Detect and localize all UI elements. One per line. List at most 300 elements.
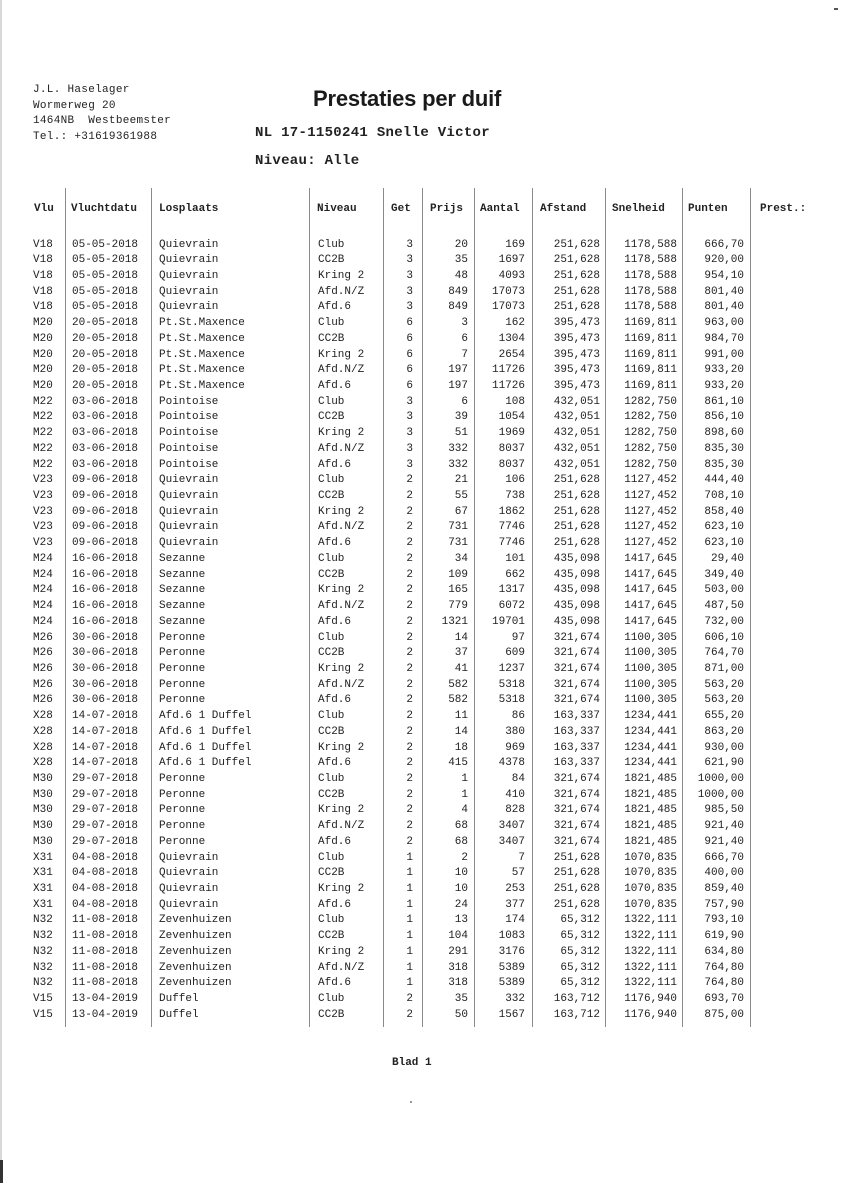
cell-speed: 1169,811 xyxy=(624,379,677,392)
cell-entered: 3 xyxy=(406,301,413,314)
cell-release-site: Duffel xyxy=(159,1008,199,1021)
cell-entered: 2 xyxy=(406,490,413,503)
cell-release-site: Quievrain xyxy=(159,285,219,298)
cell-flight-date: 03-06-2018 xyxy=(72,427,139,440)
cell-participants: 101 xyxy=(505,552,525,565)
cell-entered: 3 xyxy=(406,395,413,408)
cell-level: Club xyxy=(318,993,345,1006)
cell-entered: 6 xyxy=(406,332,413,345)
table-row xyxy=(0,772,850,788)
cell-flight-code: V15 xyxy=(33,1008,53,1021)
cell-flight-date: 05-05-2018 xyxy=(72,301,139,314)
cell-speed: 1821,485 xyxy=(624,788,677,801)
cell-points: 621,90 xyxy=(704,757,744,770)
cell-participants: 17073 xyxy=(491,301,525,314)
cell-speed: 1176,940 xyxy=(624,1008,677,1021)
cell-participants: 5389 xyxy=(498,977,525,990)
cell-level: Kring 2 xyxy=(318,883,365,896)
cell-release-site: Pt.St.Maxence xyxy=(159,364,245,377)
cell-distance: 251,628 xyxy=(553,254,600,267)
cell-entered: 2 xyxy=(406,710,413,723)
cell-release-site: Quievrain xyxy=(159,474,219,487)
cell-level: CC2B xyxy=(318,930,345,943)
cell-flight-code: X31 xyxy=(33,898,53,911)
table-row xyxy=(0,1008,850,1024)
cell-entered: 2 xyxy=(406,741,413,754)
cell-entered: 3 xyxy=(406,238,413,251)
cell-participants: 377 xyxy=(505,898,525,911)
cell-level: Kring 2 xyxy=(318,584,365,597)
table-row xyxy=(0,756,850,772)
cell-points: 898,60 xyxy=(704,427,744,440)
cell-flight-code: M24 xyxy=(33,615,53,628)
cell-points: 1000,00 xyxy=(697,788,744,801)
cell-level: Afd.N/Z xyxy=(318,961,365,974)
cell-flight-code: N32 xyxy=(33,961,53,974)
cell-level: Afd.6 xyxy=(318,615,352,628)
table-row xyxy=(0,505,850,521)
cell-points: 764,80 xyxy=(704,977,744,990)
cell-entered: 3 xyxy=(406,442,413,455)
cell-entered: 2 xyxy=(406,678,413,691)
column-header-speed: Snelheid xyxy=(612,203,665,215)
table-row xyxy=(0,898,850,914)
cell-prize: 779 xyxy=(448,600,468,613)
cell-participants: 253 xyxy=(505,883,525,896)
cell-prize: 10 xyxy=(454,883,468,896)
cell-points: 835,30 xyxy=(704,458,744,471)
cell-flight-code: X28 xyxy=(33,725,53,738)
cell-level: Kring 2 xyxy=(318,804,365,817)
cell-participants: 2654 xyxy=(498,348,525,361)
cell-speed: 1322,111 xyxy=(624,961,677,974)
cell-prize: 197 xyxy=(448,364,468,377)
cell-prize: 582 xyxy=(448,678,468,691)
cell-participants: 1697 xyxy=(498,254,525,267)
cell-points: 693,70 xyxy=(704,993,744,1006)
cell-distance: 251,628 xyxy=(553,521,600,534)
column-header-level: Niveau xyxy=(317,203,357,215)
cell-participants: 6072 xyxy=(498,600,525,613)
cell-speed: 1100,305 xyxy=(624,647,677,660)
table-row xyxy=(0,348,850,364)
cell-entered: 1 xyxy=(406,867,413,880)
table-row xyxy=(0,426,850,442)
cell-flight-date: 16-06-2018 xyxy=(72,552,139,565)
table-row xyxy=(0,552,850,568)
cell-distance: 251,628 xyxy=(553,490,600,503)
table-row xyxy=(0,363,850,379)
cell-prize: 68 xyxy=(454,820,468,833)
cell-level: Afd.N/Z xyxy=(318,521,365,534)
cell-points: 875,00 xyxy=(704,1008,744,1021)
cell-flight-code: V23 xyxy=(33,505,53,518)
cell-distance: 163,337 xyxy=(553,710,600,723)
cell-speed: 1178,588 xyxy=(624,285,677,298)
cell-participants: 4093 xyxy=(498,269,525,282)
cell-release-site: Sezanne xyxy=(159,584,206,597)
cell-flight-date: 14-07-2018 xyxy=(72,725,139,738)
cell-release-site: Afd.6 1 Duffel xyxy=(159,757,252,770)
cell-prize: 67 xyxy=(454,505,468,518)
cell-level: Club xyxy=(318,474,345,487)
cell-release-site: Peronne xyxy=(159,631,206,644)
cell-speed: 1821,485 xyxy=(624,820,677,833)
table-row xyxy=(0,520,850,536)
cell-level: Club xyxy=(318,631,345,644)
cell-participants: 1237 xyxy=(498,662,525,675)
cell-level: Afd.N/Z xyxy=(318,364,365,377)
cell-level: Club xyxy=(318,710,345,723)
cell-release-site: Zevenhuizen xyxy=(159,914,232,927)
column-header-prize: Prijs xyxy=(430,203,464,215)
cell-release-site: Pointoise xyxy=(159,458,219,471)
cell-entered: 2 xyxy=(406,725,413,738)
cell-entered: 2 xyxy=(406,757,413,770)
table-row xyxy=(0,788,850,804)
cell-flight-code: N32 xyxy=(33,977,53,990)
cell-participants: 1969 xyxy=(498,427,525,440)
cell-distance: 251,628 xyxy=(553,269,600,282)
cell-points: 563,20 xyxy=(704,694,744,707)
cell-points: 655,20 xyxy=(704,710,744,723)
cell-participants: 609 xyxy=(505,647,525,660)
cell-distance: 251,628 xyxy=(553,285,600,298)
cell-points: 859,40 xyxy=(704,883,744,896)
cell-points: 764,80 xyxy=(704,961,744,974)
cell-level: Afd.6 xyxy=(318,694,352,707)
cell-flight-code: M30 xyxy=(33,835,53,848)
cell-speed: 1322,111 xyxy=(624,945,677,958)
cell-speed: 1821,485 xyxy=(624,835,677,848)
cell-prize: 849 xyxy=(448,285,468,298)
cell-flight-date: 30-06-2018 xyxy=(72,631,139,644)
cell-release-site: Pointoise xyxy=(159,411,219,424)
cell-level: Club xyxy=(318,851,345,864)
column-header-points: Punten xyxy=(688,203,728,215)
cell-prize: 14 xyxy=(454,725,468,738)
cell-points: 801,40 xyxy=(704,301,744,314)
cell-flight-code: X28 xyxy=(33,741,53,754)
cell-distance: 163,712 xyxy=(553,993,600,1006)
cell-level: Afd.N/Z xyxy=(318,285,365,298)
cell-prize: 50 xyxy=(454,1008,468,1021)
cell-speed: 1070,835 xyxy=(624,851,677,864)
cell-release-site: Quievrain xyxy=(159,269,219,282)
cell-entered: 2 xyxy=(406,521,413,534)
cell-flight-code: V23 xyxy=(33,521,53,534)
table-row xyxy=(0,678,850,694)
cell-prize: 3 xyxy=(461,317,468,330)
cell-entered: 2 xyxy=(406,694,413,707)
table-row xyxy=(0,835,850,851)
cell-participants: 380 xyxy=(505,725,525,738)
cell-flight-date: 30-06-2018 xyxy=(72,694,139,707)
owner-address xyxy=(33,83,171,145)
cell-flight-date: 11-08-2018 xyxy=(72,914,139,927)
cell-flight-date: 29-07-2018 xyxy=(72,772,139,785)
cell-distance: 432,051 xyxy=(553,395,600,408)
cell-distance: 395,473 xyxy=(553,317,600,330)
cell-participants: 3407 xyxy=(498,820,525,833)
cell-level: CC2B xyxy=(318,867,345,880)
table-row xyxy=(0,238,850,254)
cell-release-site: Peronne xyxy=(159,662,206,675)
cell-speed: 1127,452 xyxy=(624,537,677,550)
cell-distance: 163,337 xyxy=(553,741,600,754)
cell-flight-code: V23 xyxy=(33,490,53,503)
cell-entered: 2 xyxy=(406,552,413,565)
level-filter: Niveau: Alle xyxy=(255,153,360,169)
cell-entered: 2 xyxy=(406,772,413,785)
cell-entered: 1 xyxy=(406,883,413,896)
cell-prize: 731 xyxy=(448,537,468,550)
cell-release-site: Peronne xyxy=(159,678,206,691)
cell-flight-code: V23 xyxy=(33,537,53,550)
cell-flight-date: 14-07-2018 xyxy=(72,757,139,770)
cell-speed: 1178,588 xyxy=(624,301,677,314)
table-row xyxy=(0,913,850,929)
cell-flight-code: X31 xyxy=(33,883,53,896)
cell-level: Kring 2 xyxy=(318,741,365,754)
cell-entered: 2 xyxy=(406,474,413,487)
cell-distance: 251,628 xyxy=(553,301,600,314)
cell-entered: 1 xyxy=(406,930,413,943)
cell-flight-code: M24 xyxy=(33,568,53,581)
cell-distance: 251,628 xyxy=(553,474,600,487)
cell-distance: 432,051 xyxy=(553,442,600,455)
cell-distance: 321,674 xyxy=(553,662,600,675)
cell-prize: 7 xyxy=(461,348,468,361)
cell-release-site: Pt.St.Maxence xyxy=(159,379,245,392)
cell-participants: 332 xyxy=(505,993,525,1006)
cell-prize: 1 xyxy=(461,788,468,801)
cell-release-site: Pt.St.Maxence xyxy=(159,332,245,345)
cell-speed: 1417,645 xyxy=(624,568,677,581)
cell-prize: 849 xyxy=(448,301,468,314)
cell-level: CC2B xyxy=(318,1008,345,1021)
cell-level: CC2B xyxy=(318,568,345,581)
cell-flight-date: 30-06-2018 xyxy=(72,678,139,691)
cell-release-site: Quievrain xyxy=(159,238,219,251)
cell-flight-date: 03-06-2018 xyxy=(72,411,139,424)
cell-participants: 7746 xyxy=(498,537,525,550)
cell-points: 708,10 xyxy=(704,490,744,503)
cell-distance: 435,098 xyxy=(553,568,600,581)
cell-release-site: Quievrain xyxy=(159,851,219,864)
cell-prize: 34 xyxy=(454,552,468,565)
cell-participants: 410 xyxy=(505,788,525,801)
cell-flight-date: 14-07-2018 xyxy=(72,710,139,723)
table-row xyxy=(0,725,850,741)
cell-speed: 1169,811 xyxy=(624,364,677,377)
cell-distance: 321,674 xyxy=(553,804,600,817)
cell-points: 985,50 xyxy=(704,804,744,817)
cell-speed: 1169,811 xyxy=(624,348,677,361)
cell-speed: 1322,111 xyxy=(624,914,677,927)
table-row xyxy=(0,819,850,835)
cell-flight-code: M30 xyxy=(33,820,53,833)
table-row xyxy=(0,442,850,458)
cell-points: 933,20 xyxy=(704,364,744,377)
column-header-release-site: Losplaats xyxy=(159,203,219,215)
cell-prize: 109 xyxy=(448,568,468,581)
cell-level: CC2B xyxy=(318,254,345,267)
cell-entered: 2 xyxy=(406,662,413,675)
cell-flight-code: M20 xyxy=(33,332,53,345)
cell-level: Afd.6 xyxy=(318,835,352,848)
cell-flight-date: 04-08-2018 xyxy=(72,867,139,880)
column-header-flight-date: Vluchtdatu xyxy=(71,203,138,215)
owner-phone: Tel.: +31619361988 xyxy=(33,130,158,143)
cell-points: 764,70 xyxy=(704,647,744,660)
cell-entered: 1 xyxy=(406,851,413,864)
cell-speed: 1100,305 xyxy=(624,678,677,691)
cell-participants: 162 xyxy=(505,317,525,330)
cell-points: 634,80 xyxy=(704,945,744,958)
cell-speed: 1127,452 xyxy=(624,521,677,534)
cell-flight-date: 29-07-2018 xyxy=(72,835,139,848)
cell-points: 863,20 xyxy=(704,725,744,738)
cell-speed: 1234,441 xyxy=(624,725,677,738)
cell-release-site: Zevenhuizen xyxy=(159,977,232,990)
cell-entered: 2 xyxy=(406,600,413,613)
cell-flight-date: 29-07-2018 xyxy=(72,804,139,817)
column-header-distance: Afstand xyxy=(540,203,587,215)
cell-speed: 1127,452 xyxy=(624,505,677,518)
owner-name: J.L. Haselager xyxy=(33,84,130,96)
table-row xyxy=(0,646,850,662)
cell-participants: 7746 xyxy=(498,521,525,534)
cell-prize: 10 xyxy=(454,867,468,880)
cell-level: Kring 2 xyxy=(318,269,365,282)
cell-level: Afd.6 xyxy=(318,301,352,314)
cell-entered: 2 xyxy=(406,820,413,833)
cell-flight-date: 05-05-2018 xyxy=(72,269,139,282)
cell-participants: 108 xyxy=(505,395,525,408)
cell-flight-date: 29-07-2018 xyxy=(72,788,139,801)
cell-distance: 251,628 xyxy=(553,898,600,911)
cell-release-site: Quievrain xyxy=(159,490,219,503)
cell-participants: 5389 xyxy=(498,961,525,974)
cell-flight-code: M26 xyxy=(33,647,53,660)
cell-speed: 1282,750 xyxy=(624,458,677,471)
cell-prize: 291 xyxy=(448,945,468,958)
cell-flight-code: V15 xyxy=(33,993,53,1006)
cell-distance: 435,098 xyxy=(553,615,600,628)
table-row xyxy=(0,395,850,411)
table-row xyxy=(0,866,850,882)
cell-points: 954,10 xyxy=(704,269,744,282)
cell-points: 623,10 xyxy=(704,537,744,550)
cell-level: Kring 2 xyxy=(318,945,365,958)
cell-distance: 321,674 xyxy=(553,694,600,707)
table-row xyxy=(0,631,850,647)
cell-points: 920,00 xyxy=(704,254,744,267)
cell-speed: 1282,750 xyxy=(624,427,677,440)
cell-flight-code: M24 xyxy=(33,600,53,613)
cell-participants: 11726 xyxy=(491,364,525,377)
table-row xyxy=(0,253,850,269)
table-row xyxy=(0,489,850,505)
cell-distance: 251,628 xyxy=(553,505,600,518)
cell-flight-code: V18 xyxy=(33,254,53,267)
cell-participants: 738 xyxy=(505,490,525,503)
cell-distance: 251,628 xyxy=(553,851,600,864)
cell-release-site: Pt.St.Maxence xyxy=(159,317,245,330)
cell-prize: 6 xyxy=(461,395,468,408)
cell-points: 732,00 xyxy=(704,615,744,628)
cell-speed: 1100,305 xyxy=(624,631,677,644)
cell-flight-date: 20-05-2018 xyxy=(72,379,139,392)
cell-level: Kring 2 xyxy=(318,662,365,675)
cell-flight-date: 05-05-2018 xyxy=(72,254,139,267)
cell-flight-code: X28 xyxy=(33,710,53,723)
cell-distance: 251,628 xyxy=(553,537,600,550)
cell-entered: 6 xyxy=(406,348,413,361)
cell-distance: 432,051 xyxy=(553,427,600,440)
cell-flight-date: 03-06-2018 xyxy=(72,442,139,455)
cell-release-site: Duffel xyxy=(159,993,199,1006)
owner-city: 1464NB Westbeemster xyxy=(33,115,172,127)
cell-participants: 86 xyxy=(511,710,525,723)
cell-flight-date: 11-08-2018 xyxy=(72,977,139,990)
cell-distance: 251,628 xyxy=(553,867,600,880)
cell-flight-code: X28 xyxy=(33,757,53,770)
cell-release-site: Peronne xyxy=(159,694,206,707)
cell-release-site: Pointoise xyxy=(159,442,219,455)
cell-speed: 1070,835 xyxy=(624,867,677,880)
cell-entered: 2 xyxy=(406,1008,413,1021)
cell-prize: 318 xyxy=(448,977,468,990)
cell-level: CC2B xyxy=(318,725,345,738)
cell-release-site: Quievrain xyxy=(159,537,219,550)
cell-release-site: Quievrain xyxy=(159,301,219,314)
cell-distance: 163,337 xyxy=(553,725,600,738)
cell-level: CC2B xyxy=(318,411,345,424)
cell-points: 623,10 xyxy=(704,521,744,534)
cell-participants: 1862 xyxy=(498,505,525,518)
cell-points: 963,00 xyxy=(704,317,744,330)
table-row xyxy=(0,961,850,977)
cell-distance: 321,674 xyxy=(553,820,600,833)
cell-level: Afd.N/Z xyxy=(318,820,365,833)
cell-flight-date: 09-06-2018 xyxy=(72,490,139,503)
cell-distance: 321,674 xyxy=(553,772,600,785)
cell-flight-code: M26 xyxy=(33,694,53,707)
cell-speed: 1127,452 xyxy=(624,490,677,503)
cell-distance: 432,051 xyxy=(553,458,600,471)
table-row xyxy=(0,945,850,961)
table-row xyxy=(0,803,850,819)
cell-flight-code: M22 xyxy=(33,442,53,455)
cell-level: Kring 2 xyxy=(318,427,365,440)
cell-level: Afd.6 xyxy=(318,977,352,990)
cell-speed: 1178,588 xyxy=(624,254,677,267)
cell-flight-code: M22 xyxy=(33,411,53,424)
cell-speed: 1100,305 xyxy=(624,694,677,707)
cell-points: 606,10 xyxy=(704,631,744,644)
cell-prize: 41 xyxy=(454,662,468,675)
table-row xyxy=(0,473,850,489)
cell-prize: 51 xyxy=(454,427,468,440)
cell-participants: 19701 xyxy=(491,615,525,628)
cell-flight-code: V18 xyxy=(33,285,53,298)
cell-entered: 2 xyxy=(406,788,413,801)
cell-participants: 1054 xyxy=(498,411,525,424)
cell-entered: 3 xyxy=(406,285,413,298)
cell-flight-code: M20 xyxy=(33,348,53,361)
